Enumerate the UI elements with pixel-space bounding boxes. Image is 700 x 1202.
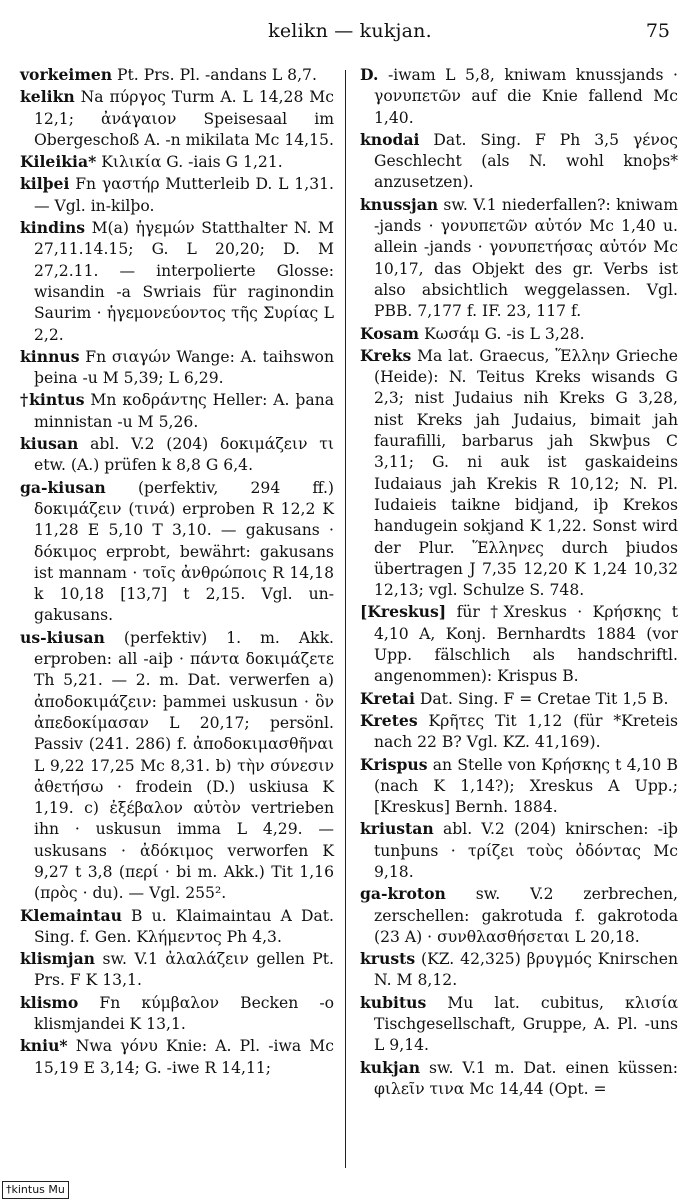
dictionary-entry: krusts (KZ. 42,325) βρυγμός Knirschen N. M 8,12. bbox=[360, 949, 678, 990]
dictionary-entry: kriustan abl. V.2 (204) knirschen: -iþ tunþuns · τρίζει τοὺς ὀδόντας Mc 9,18. bbox=[360, 819, 678, 881]
dictionary-entry: kukjan sw. V.1 m. Dat. einen küssen: φιλεῖν τινα Mc 14,44 (Opt. = bbox=[360, 1057, 678, 1098]
dictionary-entry: Kretai Dat. Sing. F = Cretae Tit 1,5 B. bbox=[360, 688, 669, 708]
page-number: 75 bbox=[645, 20, 670, 42]
dictionary-entry: †kintus Mn κοδράντης Heller: A. þana minnistan -u M 5,26. bbox=[20, 390, 334, 431]
dictionary-entry: Klemaintau B u. Klaimaintau A Dat. Sing. f. Gen. Κλήμεντος Ph 4,3. bbox=[20, 905, 334, 946]
dictionary-entry: D. -iwam L 5,8, kniwam knussjands · γονυπετῶν auf die Knie fallend Mc 1,40. bbox=[360, 65, 678, 127]
dictionary-entry: kelikn Na πύργος Turm A. L 14,28 Mc 12,1; ἀνάγαιον Speisesaal im Obergeschoß A. -n mikilata Mc 14,15. bbox=[20, 87, 334, 149]
page-header bbox=[0, 16, 700, 48]
dictionary-entry: Kosam Κωσάμ G. -is L 3,28. bbox=[360, 323, 585, 343]
dictionary-entry: Krispus an Stelle von Κρήσκης t 4,10 B (nach K 1,14?); Xreskus A Upp.; [Kreskus] Bernh. 1884. bbox=[360, 754, 678, 817]
dictionary-entry: knodai Dat. Sing. F Ph 3,5 γένος Geschlecht (als N. wohl knoþs* anzusetzen). bbox=[360, 129, 678, 192]
running-head: kelikn — kukjan. bbox=[268, 20, 432, 42]
left-column bbox=[20, 64, 334, 1079]
dictionary-entry: klismjan sw. V.1 ἀλαλάζειν gellen Pt. Prs. F K 13,1. bbox=[20, 949, 334, 990]
footnote-box: †kintus Mu bbox=[2, 1181, 69, 1199]
dictionary-entry: [Kreskus] für †Xreskus · Κρήσκης t 4,10 A, Konj. Bernhardts 1884 (vor Upp. fälschlich als handschriftl. angenommen): Krispus B. bbox=[360, 602, 678, 686]
dictionary-entry: us-kiusan (perfektiv) 1. m. Akk. erproben: all -aiþ · πάντα δοκιμάζετε Th 5,21. — 2. m. Dat. verwerfen a) ἀποδοκιμάζειν: þammei uskusun · ὃν ἀπεδοκίμασαν L 20,17; persönl. Passiv (241. 286) f. ἀποδοκιμασθῆναι L 9,22 17,25 Mc 8,31. b) τὴν σύνεσιν ἀθετήσω · frodein (D.) uskiusa K 1,19. c) ἐξέβαλον αὐτὸν vertrieben ihn · uskusun imma L 4,29. — uskusans · ἀδόκιμος verworfen K 9,27 t 3,8 (περί · bi m. Akk.) Tit 1,16 (πρὸς · du). — Vgl. 255². bbox=[20, 627, 334, 903]
dictionary-entry: ga-kiusan (perfektiv, 294 ff.) δοκιμάζειν (τινά) erproben R 12,2 K 11,28 E 5,10 T 3,10. — gakusans · δόκιμος erprobt, bewährt: gakusans ist mannam · τοῖς ἀνθρώποις R 14,18 k 10,18 [13,7] t 2,15. Vgl. un-gakusans. bbox=[20, 477, 334, 625]
right-column bbox=[360, 64, 678, 1100]
dictionary-entry: ga-kroton sw. V.2 zerbrechen, zerschellen: gakrotuda f. gakrotoda (23 A) · συνθλασθήσεται L 20,18. bbox=[360, 884, 678, 946]
dictionary-entry: kilþei Fn γαστήρ Mutterleib D. L 1,31. — Vgl. in-kilþo. bbox=[20, 174, 334, 215]
dictionary-entry: kiusan abl. V.2 (204) δοκιμάζειν τι etw. (A.) prüfen k 8,8 G 6,4. bbox=[20, 434, 334, 475]
dictionary-entry: Kretes Κρῆτες Tit 1,12 (für *Kreteis nach 22 B? Vgl. KZ. 41,169). bbox=[360, 710, 678, 752]
dictionary-entry: Kreks Ma lat. Graecus, Ἕλλην Grieche (Heide): N. Teitus Kreks wisands G 2,3; nist Judaius nih Kreks G 3,28, nist Kreks jah Judaius, bimait jah faurafilli, barbarus jah Skwþus C 3,11; G. ni auk ist gaskaideins Iudaiaus jah Krekis R 10,12; N. Pl. Iudaieis taikne bidjand, iþ Krekos handugein sokjand K 1,22. Sonst wird der Plur. Ἕλληνες durch þiudos übertragen J 7,35 12,20 K 1,24 10,32 12,13; vgl. Schulze S. 748. bbox=[360, 345, 678, 600]
dictionary-entry: kinnus Fn σιαγών Wange: A. taihswon þeina -u M 5,39; L 6,29. bbox=[20, 346, 334, 388]
dictionary-entry: knussjan sw. V.1 niederfallen?: kniwam -jands · γονυπετῶν αὐτόν Mc 1,40 u. allein -jands · γονυπετήσας αὐτόν Mc 10,17, das Objekt des gr. Verbs ist also absichtlich weggelassen. Vgl. PBB. 7,177 f. IF. 23, 117 f. bbox=[360, 194, 678, 321]
dictionary-entry: kniu* Nwa γόνυ Knie: A. Pl. -iwa Mc 15,19 E 3,14; G. -iwe R 14,11; bbox=[20, 1036, 334, 1077]
dictionary-entry: Kileikia* Κιλικία G. -iais G 1,21. bbox=[20, 152, 283, 172]
column-divider bbox=[345, 70, 346, 1168]
dictionary-entry: klismo Fn κύμβαλον Becken -o klismjandei K 13,1. bbox=[20, 992, 334, 1034]
dictionary-entry: kindins M(a) ἡγεμών Statthalter N. M 27,11.14.15; G. L 20,20; D. M 27,2.11. — interpolierte Glosse: wisandin -a Swriais für raginondin Saurim · ἡγεμονεύοντος τῆς Συρίας L 2,2. bbox=[20, 218, 334, 344]
dictionary-entry: vorkeimen Pt. Prs. Pl. -andans L 8,7. bbox=[20, 65, 317, 84]
dictionary-entry: kubitus Mu lat. cubitus, κλισία Tischgesellschaft, Gruppe, A. Pl. -uns L 9,14. bbox=[360, 992, 678, 1055]
